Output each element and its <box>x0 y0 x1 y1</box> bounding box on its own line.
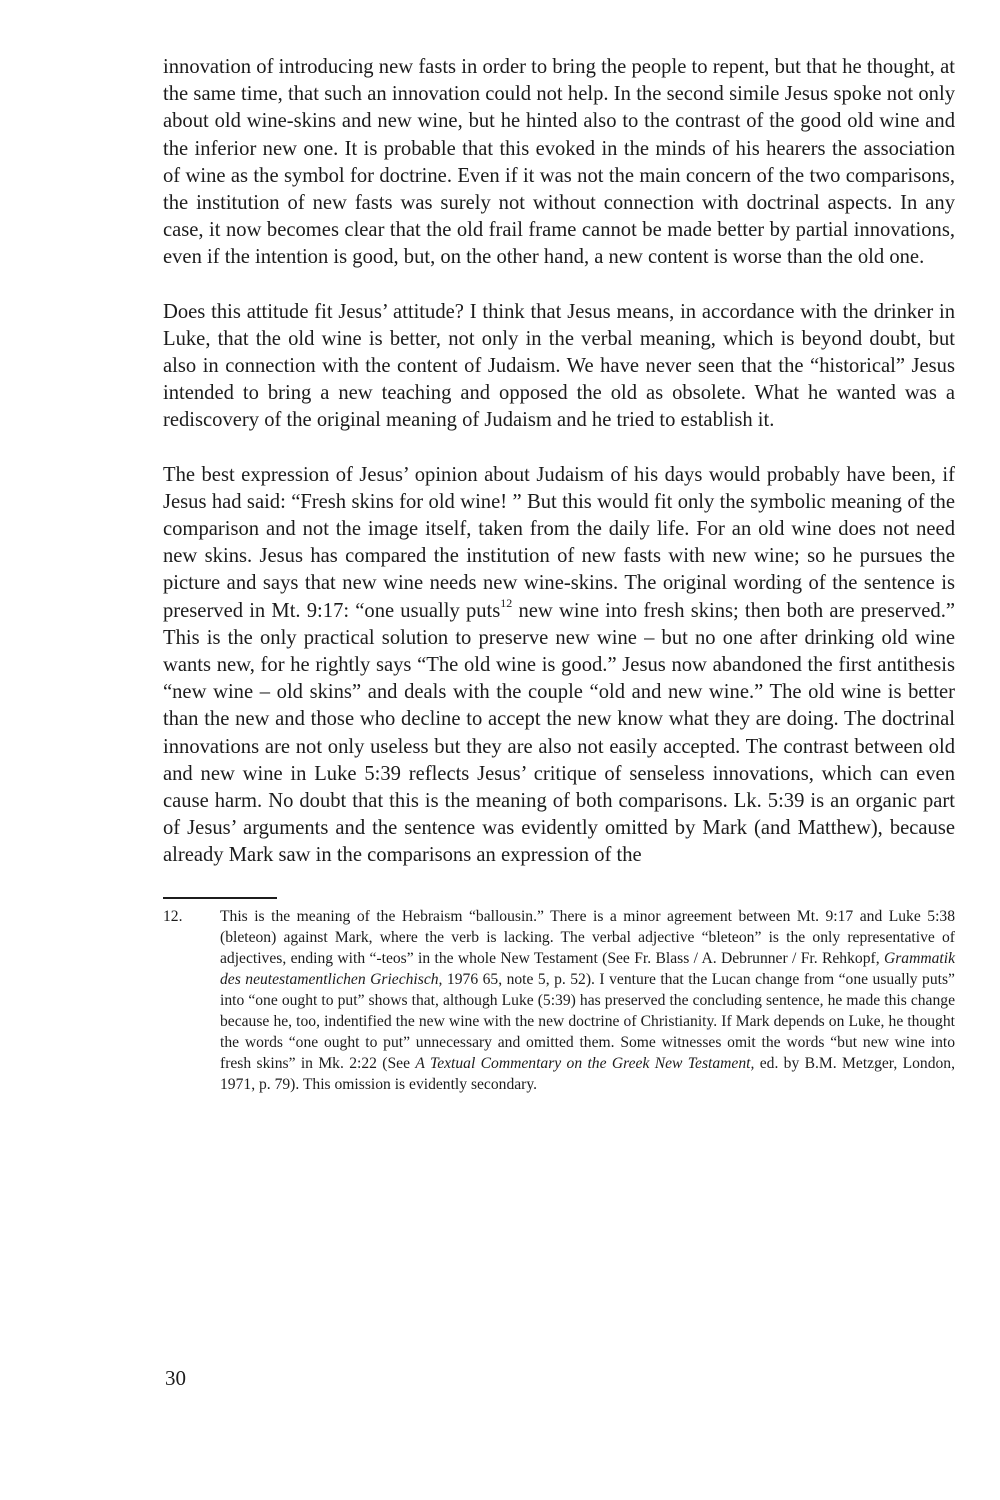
footnote-text <box>220 906 955 1096</box>
paragraph-2: Does this attitude fit Jesus’ attitude? I think that Jesus means, in accordance with the drinker in Luke, that the old wine is better, not only in the verbal meaning, which is beyond doubt, but also in connection with the content of Judaism. We have never seen that the “historical” Jesus intended to bring a new teaching and opposed the old as obsolete. What he wanted was a rediscovery of the original meaning of Judaism and he tried to establish it. <box>163 300 955 432</box>
paragraph-3-text-before-ref: The best expression of Jesus’ opinion about Judaism of his days would probably have been, if Jesus had said: “Fresh skins for old wine! ” But this would fit only the symbolic meaning of the comparison and not the image itself, taken from the daily life. For an old wine does not need new skins. Jesus has compared the institution of new fasts with new wine; so he pursues the picture and says that new wine needs new wine-skins. The original wording of the sentence is preserved in Mt. 9:17: “one usually puts <box>163 463 955 622</box>
footnote-text-part-1: This is the meaning of the Hebraism “ballousin.” There is a minor agreement between Mt. 9:17 and Luke 5:38 (bleteon) against Mark, where the verb is lacking. The verbal adjective “bleteon” is the only representative of adjectives, ending with “-teos” in the whole New Testament (See Fr. Blass / A. Debrunner / Fr. Rehkopf, <box>220 907 955 967</box>
paragraph-3 <box>163 462 955 870</box>
footnote-title-grammatik: Grammatik des neutestamentlichen Griechisch, <box>220 949 955 988</box>
footnote-text-part-3: ed. by B.M. Metzger, London, 1971, p. 79). This omission is evidently secondary. <box>220 1055 956 1094</box>
paragraph-3-text-after-ref: new wine into fresh skins; then both are preserved.” This is the only practical solution to preserve new wine – but no one after drinking old wine wants new, for he rightly says “The old wine is good.” Jesus now abandoned the first antithesis “new wine – old skins” and deals with the couple “old and new wine.” The old wine is better than the new and those who decline to accept the new know what they are doing. The doctrinal innovations are not only useless but they are also not easily accepted. The contrast between old and new wine in Luke 5:39 reflects Jesus’ critique of senseless innovations, which can even cause harm. No doubt that this is the meaning of both comparisons. Lk. 5:39 is an organic part of Jesus’ arguments and the sentence was evidently omitted by Mark (and Matthew), because already Mark saw in the comparisons an expression of the <box>163 599 955 867</box>
paragraph-1: innovation of introducing new fasts in order to bring the people to repent, but that he thought, at the same time, that such an innovation could not help. In the second simile Jesus spoke not only about old wine-skins and new wine, but he hinted also to the contrast of the good old wine and the inferior new one. It is probable that this evoked in the minds of his hearers the association of wine as the symbol for doctrine. Even if it was not the main concern of the two comparisons, the institution of new fasts was surely not without connection with doctrinal aspects. In any case, it now becomes clear that the old frail frame cannot be made better by partial innovations, even if the intention is good, but, on the other hand, a new content is worse than the old one. <box>163 56 955 269</box>
footnote-text-part-2: 1976 65, note 5, p. 52). I venture that the Lucan change from “one usually puts” into “one ought to put” shows that, although Luke (5:39) has preserved the concluding sentence, he made this change because he, too, indentified the new wine with the new doctrine of Christianity. If Mark depends on Luke, he thought the words “one ought to put” unnecessary and omitted them. Some witnesses omit the words “but new wine into fresh skins” in Mk. 2:22 (See <box>220 970 955 1073</box>
footnote-title-textual-commentary: A Textual Commentary on the Greek New Testament, <box>415 1055 755 1073</box>
footnote-number: 12. <box>163 907 183 925</box>
footnote-reference: 12 <box>500 595 513 610</box>
footnote <box>163 906 955 1096</box>
page-number: 30 <box>165 1366 186 1390</box>
page-body <box>163 54 955 1096</box>
footnote-divider <box>163 897 277 899</box>
